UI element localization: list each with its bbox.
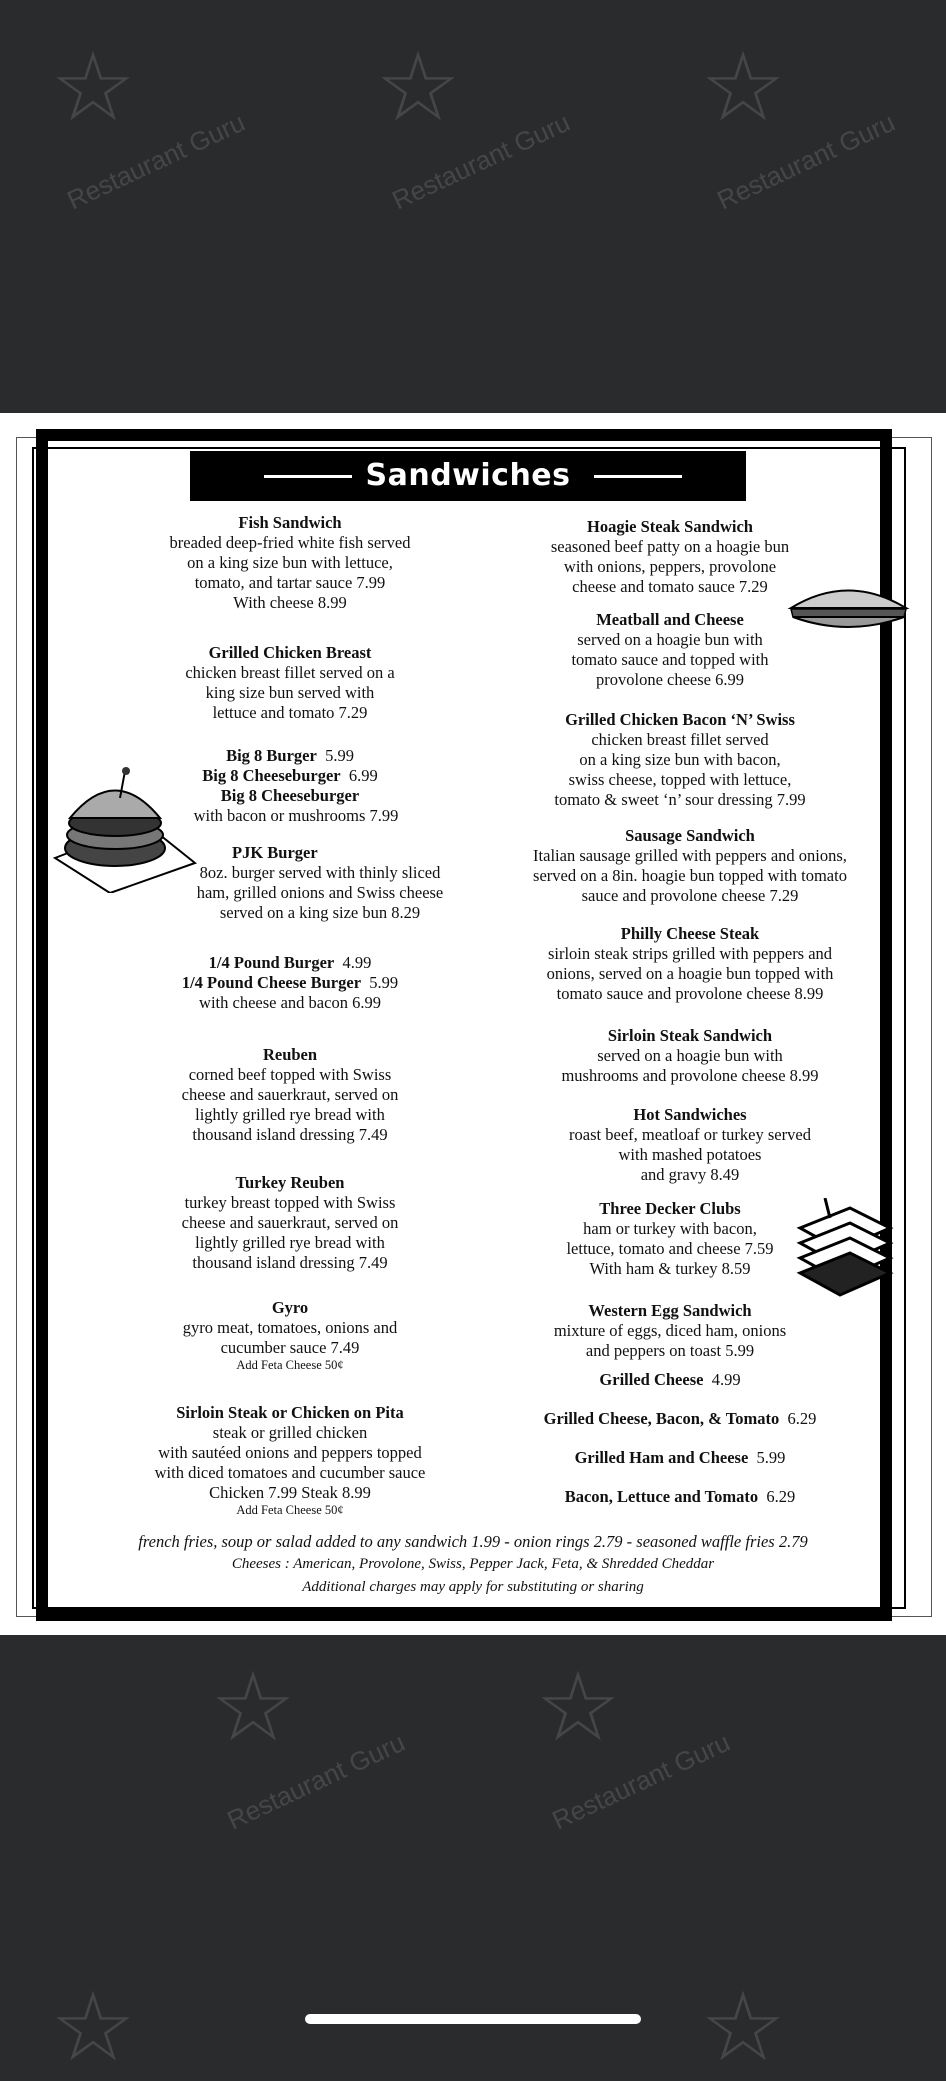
- menu-page: [0, 413, 946, 1635]
- header-rule-left: [264, 475, 352, 478]
- menu-item: Sausage Sandwich Italian sausage grilled with peppers and onions, served on a 8in. hoagie bun topped with tomato sauce and provolone cheese 7.29: [533, 826, 847, 905]
- menu-item: Hoagie Steak Sandwich seasoned beef patty on a hoagie bun with onions, peppers, provolone cheese and tomato sauce 7.29: [550, 517, 790, 596]
- star-fork-icon: ☆: [50, 1974, 137, 2081]
- menu-item: Big 8 Burger 5.99 Big 8 Cheeseburger 6.99 Big 8 Cheeseburger with bacon or mushrooms 7.99: [193, 746, 399, 825]
- menu-item: Gyro gyro meat, tomatoes, onions and cucumber sauce 7.49 Add Feta Cheese 50¢: [182, 1298, 398, 1372]
- section-title: Sandwiches: [365, 458, 571, 493]
- burger-icon: [50, 763, 200, 893]
- watermark-6: [50, 1974, 137, 2081]
- watermark-5: ☆ Restaurant Guru: [535, 1660, 737, 1797]
- menu-item: Grilled Cheese 4.99: [599, 1370, 741, 1389]
- watermark-7: [700, 1974, 787, 2081]
- watermark-3: ☆ Restaurant Guru: [700, 40, 902, 177]
- menu-item: Turkey Reuben turkey breast topped with Swiss cheese and sauerkraut, served on lightly grilled rye bread with thousand island dressing 7.49: [181, 1173, 399, 1272]
- menu-item: Hot Sandwiches roast beef, meatloaf or turkey served with mashed potatoes and gravy 8.49: [569, 1105, 811, 1184]
- watermark-4: ☆ Restaurant Guru: [210, 1660, 412, 1797]
- menu-item: 1/4 Pound Burger 4.99 1/4 Pound Cheese Burger 5.99 with cheese and bacon 6.99: [181, 953, 399, 1012]
- home-indicator[interactable]: [305, 2014, 641, 2024]
- star-fork-icon: ☆: [535, 1654, 622, 1761]
- footer-disclaimer: Additional charges may apply for substituting or sharing: [302, 1579, 644, 1595]
- star-fork-icon: ☆: [700, 1974, 787, 2081]
- menu-item: Bacon, Lettuce and Tomato 6.29: [564, 1487, 796, 1506]
- star-fork-icon: ☆: [50, 34, 137, 141]
- menu-item: Grilled Ham and Cheese 5.99: [574, 1448, 786, 1467]
- menu-item: Meatball and Cheese served on a hoagie bun with tomato sauce and topped with provolone cheese 6.99: [571, 610, 769, 689]
- menu-item: Three Decker Clubs ham or turkey with bacon, lettuce, tomato and cheese 7.59 With ham & turkey 8.59: [566, 1199, 774, 1278]
- star-fork-icon: ☆: [210, 1654, 297, 1761]
- menu-item: Sirloin Steak Sandwich served on a hoagie bun with mushrooms and provolone cheese 8.99: [561, 1026, 819, 1085]
- club-sandwich-icon: [790, 1198, 900, 1303]
- menu-item: Grilled Chicken Breast chicken breast fillet served on a king size bun served with lettuce and tomato 7.29: [185, 643, 395, 722]
- footer-cheeses: Cheeses : American, Provolone, Swiss, Pepper Jack, Feta, & Shredded Cheddar: [231, 1556, 715, 1572]
- menu-item: Sirloin Steak or Chicken on Pita steak or grilled chicken with sautéed onions and peppers topped with diced tomatoes and cucumber sauce Chicken 7.99 Steak 8.99 Add Feta Cheese 50¢: [154, 1403, 426, 1517]
- menu-item: Reuben corned beef topped with Swiss cheese and sauerkraut, served on lightly grilled rye bread with thousand island dressing 7.49: [181, 1045, 399, 1144]
- star-fork-icon: ☆: [700, 34, 787, 141]
- section-header: [190, 451, 746, 501]
- watermark-2: ☆ Restaurant Guru: [375, 40, 577, 177]
- menu-item: Grilled Cheese, Bacon, & Tomato 6.29: [543, 1409, 817, 1428]
- watermark-1: ☆ Restaurant Guru: [50, 40, 252, 177]
- menu-item: Fish Sandwich breaded deep-fried white fish served on a king size bun with lettuce, tomato, and tartar sauce 7.99 With cheese 8.99: [169, 513, 411, 612]
- menu-item: Philly Cheese Steak sirloin steak strips grilled with peppers and onions, served on a hoagie bun topped with tomato sauce and provolone cheese 8.99: [546, 924, 834, 1003]
- star-fork-icon: ☆: [375, 34, 462, 141]
- footer-addons: french fries, soup or salad added to any sandwich 1.99 - onion rings 2.79 - seasoned waffle fries 2.79: [138, 1532, 808, 1551]
- menu-item: PJK Burger 8oz. burger served with thinly sliced ham, grilled onions and Swiss cheese served on a king size bun 8.29: [196, 843, 444, 922]
- header-rule-right: [594, 475, 682, 478]
- menu-item: Grilled Chicken Bacon ‘N’ Swiss chicken breast fillet served on a king size bun with bacon, swiss cheese, topped with lettuce, tomato & sweet ‘n’ sour dressing 7.99: [554, 710, 806, 809]
- menu-item: Western Egg Sandwich mixture of eggs, diced ham, onions and peppers on toast 5.99: [553, 1301, 787, 1360]
- hoagie-icon: [786, 573, 911, 638]
